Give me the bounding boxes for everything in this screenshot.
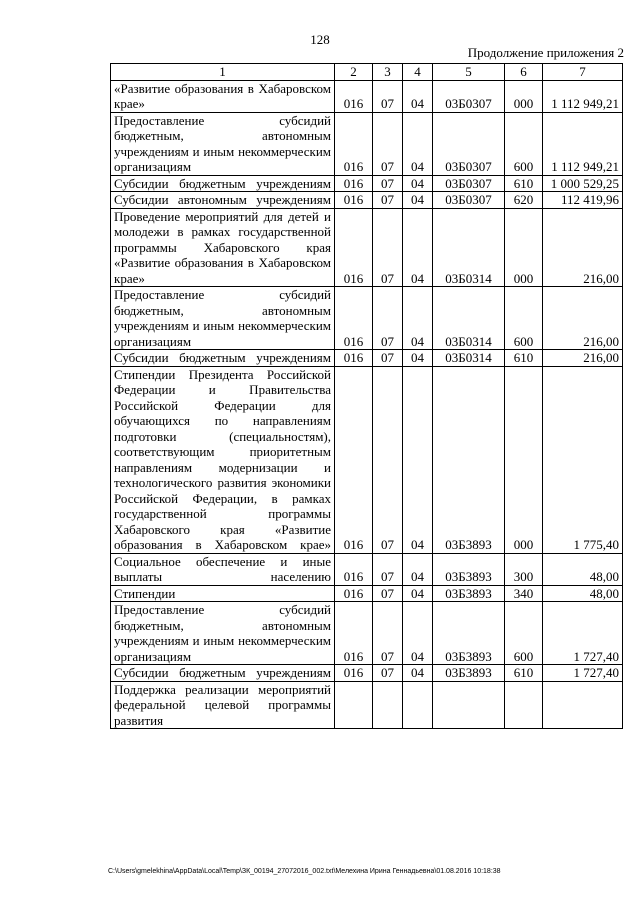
header-cell: 1 xyxy=(111,64,335,81)
subsection-cell: 04 xyxy=(403,665,433,682)
expense-type-cell: 610 xyxy=(505,175,543,192)
target-article-cell: 03Б3893 xyxy=(433,665,505,682)
expense-type-cell: 600 xyxy=(505,287,543,350)
table-row xyxy=(111,175,623,192)
expense-type-cell: 610 xyxy=(505,350,543,367)
admin-code-cell xyxy=(335,681,373,729)
item-name-cell: Предоставление субсидий бюджетным, автономным учреждениям и иным некоммерческим организациям xyxy=(111,287,335,350)
table-row xyxy=(111,287,623,350)
subsection-cell: 04 xyxy=(403,553,433,585)
item-name-cell: Субсидии бюджетным учреждениям xyxy=(111,350,335,367)
admin-code-cell: 016 xyxy=(335,112,373,175)
target-article-cell: 03Б0307 xyxy=(433,112,505,175)
subsection-cell xyxy=(403,681,433,729)
item-name-cell: Предоставление субсидий бюджетным, автономным учреждениям и иным некоммерческим организациям xyxy=(111,112,335,175)
item-name-cell: Поддержка реализации мероприятий федеральной целевой программы развития xyxy=(111,681,335,729)
subsection-cell: 04 xyxy=(403,602,433,665)
amount-cell: 1 112 949,21 xyxy=(543,80,623,112)
section-cell xyxy=(373,681,403,729)
page-number: 128 xyxy=(310,32,330,47)
subsection-cell: 04 xyxy=(403,585,433,602)
expense-type-cell xyxy=(505,681,543,729)
admin-code-cell: 016 xyxy=(335,553,373,585)
item-name-cell: Стипендии xyxy=(111,585,335,602)
table-row xyxy=(111,366,623,553)
table-row xyxy=(111,602,623,665)
header-row xyxy=(111,64,623,81)
expense-type-cell: 000 xyxy=(505,366,543,553)
section-cell: 07 xyxy=(373,208,403,287)
item-name-cell: Проведение мероприятий для детей и молодежи в рамках государственной программы Хабаровского края «Развитие образования в Хабаровском крае» xyxy=(111,208,335,287)
target-article-cell: 03Б0307 xyxy=(433,80,505,112)
amount-cell: 48,00 xyxy=(543,553,623,585)
expense-type-cell: 620 xyxy=(505,192,543,209)
amount-cell: 216,00 xyxy=(543,287,623,350)
amount-cell: 216,00 xyxy=(543,350,623,367)
amount-cell: 1 727,40 xyxy=(543,665,623,682)
item-name-cell: Субсидии автономным учреждениям xyxy=(111,192,335,209)
amount-cell: 112 419,96 xyxy=(543,192,623,209)
target-article-cell: 03Б0314 xyxy=(433,208,505,287)
table-row xyxy=(111,585,623,602)
table-row xyxy=(111,112,623,175)
section-cell: 07 xyxy=(373,175,403,192)
expense-type-cell: 000 xyxy=(505,208,543,287)
target-article-cell: 03Б0307 xyxy=(433,192,505,209)
expense-type-cell: 340 xyxy=(505,585,543,602)
subsection-cell: 04 xyxy=(403,366,433,553)
section-cell: 07 xyxy=(373,80,403,112)
expense-type-cell: 000 xyxy=(505,80,543,112)
admin-code-cell: 016 xyxy=(335,602,373,665)
admin-code-cell: 016 xyxy=(335,350,373,367)
item-name-cell: «Развитие образования в Хабаровском крае» xyxy=(111,80,335,112)
admin-code-cell: 016 xyxy=(335,192,373,209)
subsection-cell: 04 xyxy=(403,175,433,192)
section-cell: 07 xyxy=(373,665,403,682)
table-row xyxy=(111,681,623,729)
item-name-cell: Стипендии Президента Российской Федерации и Правительства Российской Федерации для обучающихся по направлениям подготовки (специальностям), соответствующим приоритетным направлениям модернизации и технологического развития экономики Российской Федерации, в рамках государственной программы Хабаровского края «Развитие образования в Хабаровском крае» xyxy=(111,366,335,553)
expense-type-cell: 600 xyxy=(505,112,543,175)
table-row xyxy=(111,80,623,112)
subsection-cell: 04 xyxy=(403,287,433,350)
subsection-cell: 04 xyxy=(403,208,433,287)
section-cell: 07 xyxy=(373,602,403,665)
expense-type-cell: 600 xyxy=(505,602,543,665)
expense-type-cell: 610 xyxy=(505,665,543,682)
section-cell: 07 xyxy=(373,553,403,585)
item-name-cell: Субсидии бюджетным учреждениям xyxy=(111,665,335,682)
amount-cell: 1 775,40 xyxy=(543,366,623,553)
section-cell: 07 xyxy=(373,192,403,209)
target-article-cell: 03Б0314 xyxy=(433,287,505,350)
section-cell: 07 xyxy=(373,350,403,367)
target-article-cell: 03Б3893 xyxy=(433,602,505,665)
admin-code-cell: 016 xyxy=(335,208,373,287)
admin-code-cell: 016 xyxy=(335,287,373,350)
expense-type-cell: 300 xyxy=(505,553,543,585)
section-cell: 07 xyxy=(373,287,403,350)
amount-cell: 48,00 xyxy=(543,585,623,602)
admin-code-cell: 016 xyxy=(335,80,373,112)
section-cell: 07 xyxy=(373,366,403,553)
subsection-cell: 04 xyxy=(403,80,433,112)
amount-cell: 216,00 xyxy=(543,208,623,287)
header-cell: 2 xyxy=(335,64,373,81)
item-name-cell: Предоставление субсидий бюджетным, автономным учреждениям и иным некоммерческим организациям xyxy=(111,602,335,665)
admin-code-cell: 016 xyxy=(335,665,373,682)
table-row xyxy=(111,665,623,682)
admin-code-cell: 016 xyxy=(335,175,373,192)
amount-cell: 1 727,40 xyxy=(543,602,623,665)
target-article-cell: 03Б3893 xyxy=(433,366,505,553)
appendix-note: Продолжение приложения 2 xyxy=(467,45,624,60)
amount-cell xyxy=(543,681,623,729)
section-cell: 07 xyxy=(373,585,403,602)
footer-file-path: C:\Users\gmelekhina\AppData\Local\Temp\ЗК_00194_27072016_002.txt\Мелехина Ирина Геннадьевна\01.08.2016 10:18:38 xyxy=(108,868,501,875)
table-row xyxy=(111,553,623,585)
target-article-cell: 03Б3893 xyxy=(433,553,505,585)
subsection-cell: 04 xyxy=(403,192,433,209)
table-row xyxy=(111,208,623,287)
header-cell: 6 xyxy=(505,64,543,81)
target-article-cell xyxy=(433,681,505,729)
header-cell: 4 xyxy=(403,64,433,81)
target-article-cell: 03Б3893 xyxy=(433,585,505,602)
admin-code-cell: 016 xyxy=(335,366,373,553)
item-name-cell: Субсидии бюджетным учреждениям xyxy=(111,175,335,192)
budget-table xyxy=(110,63,623,729)
target-article-cell: 03Б0307 xyxy=(433,175,505,192)
table-row xyxy=(111,192,623,209)
header-cell: 3 xyxy=(373,64,403,81)
subsection-cell: 04 xyxy=(403,112,433,175)
subsection-cell: 04 xyxy=(403,350,433,367)
admin-code-cell: 016 xyxy=(335,585,373,602)
amount-cell: 1 112 949,21 xyxy=(543,112,623,175)
target-article-cell: 03Б0314 xyxy=(433,350,505,367)
item-name-cell: Социальное обеспечение и иные выплаты населению xyxy=(111,553,335,585)
amount-cell: 1 000 529,25 xyxy=(543,175,623,192)
section-cell: 07 xyxy=(373,112,403,175)
header-cell: 5 xyxy=(433,64,505,81)
table-row xyxy=(111,350,623,367)
header-cell: 7 xyxy=(543,64,623,81)
